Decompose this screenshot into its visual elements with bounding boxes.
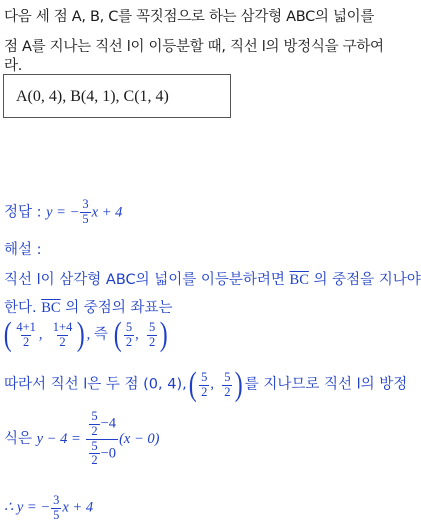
problem-line-2: 점 A를 지나는 직선 l이 이등분할 때, 직선 l의 방정식을 구하여 [4, 39, 384, 55]
final-rhs: x + 4 [62, 499, 94, 516]
explanation-line-2 [4, 296, 172, 317]
exp-line2-end: 의 중점의 좌표는 [65, 300, 173, 316]
mid-word: 즉 [93, 326, 108, 343]
problem-line-3: 라. [4, 58, 23, 74]
explanation-label: 해설 : [4, 242, 42, 258]
mid-frac-1: $\frac{4+1}{2}$ [16, 319, 36, 349]
segment-bc-2: $\overline{BC}$ [41, 300, 61, 316]
exp-line2-start: 한다. [4, 300, 37, 316]
point-y: $\frac{5}{2}$ [224, 369, 231, 399]
eq-lhs: y − 4 = [36, 431, 81, 447]
explanation-line-4: 따라서 직선 l은 두 점 (0, 4),( $\frac{5}{2}$ , $\frac{5}{2}$ ) 를 지나므로 직선 l의 방정 [4, 366, 408, 403]
mid-result-1: $\frac{5}{2}$ [125, 319, 133, 349]
explanation-line-1 [4, 268, 421, 289]
answer-rhs: x + 4 [91, 204, 123, 221]
mid-frac-2: $\frac{1+4}{2}$ [52, 319, 73, 349]
answer-den: 5 [82, 211, 89, 226]
answer-num: 3 [82, 197, 89, 211]
answer-line [4, 198, 122, 227]
exp-line1-end: 의 중점을 지나야 [313, 272, 421, 288]
mid-result-2: $\frac{5}{2}$ [149, 319, 156, 349]
exp-line4-start: 따라서 직선 l은 두 점 (0, 4), [4, 376, 187, 393]
problem-line-1: 다음 세 점 A, B, C를 꼭짓점으로 하는 삼각형 ABC의 넓이를 [4, 9, 375, 25]
equation-line [4, 410, 159, 468]
final-answer [4, 494, 93, 523]
point-x: $\frac{5}{2}$ [201, 369, 208, 399]
answer-label: 정답 : [4, 204, 42, 221]
final-prefix: ∴ y = − [4, 499, 51, 516]
slope-fraction: $\frac{5}{2}$ −4 $\frac{5}{2}$ −0 [86, 410, 118, 468]
answer-fraction [80, 198, 90, 227]
final-fraction: $\frac{3}{5}$ [53, 493, 60, 522]
given-points-box: A(0, 4), B(4, 1), C(1, 4) [3, 74, 231, 118]
segment-bc: $\overline{BC}$ [289, 272, 309, 288]
midpoint-line: ( $\frac{4+1}{2}$ , $\frac{1+4}{2}$ ) , 즉 ( $\frac{5}{2}$ , $\frac{5}{2}$ ) [3, 316, 168, 353]
exp-line5-start: 식은 [4, 431, 33, 447]
exp-line1-text: 직선 l이 삼각형 ABC의 넓이를 이등분하려면 [4, 272, 285, 288]
exp-line4-end: 를 지나므로 직선 l의 방정 [244, 376, 408, 393]
eq-rhs: (x − 0) [119, 431, 160, 447]
answer-lhs: y = − [46, 204, 80, 221]
